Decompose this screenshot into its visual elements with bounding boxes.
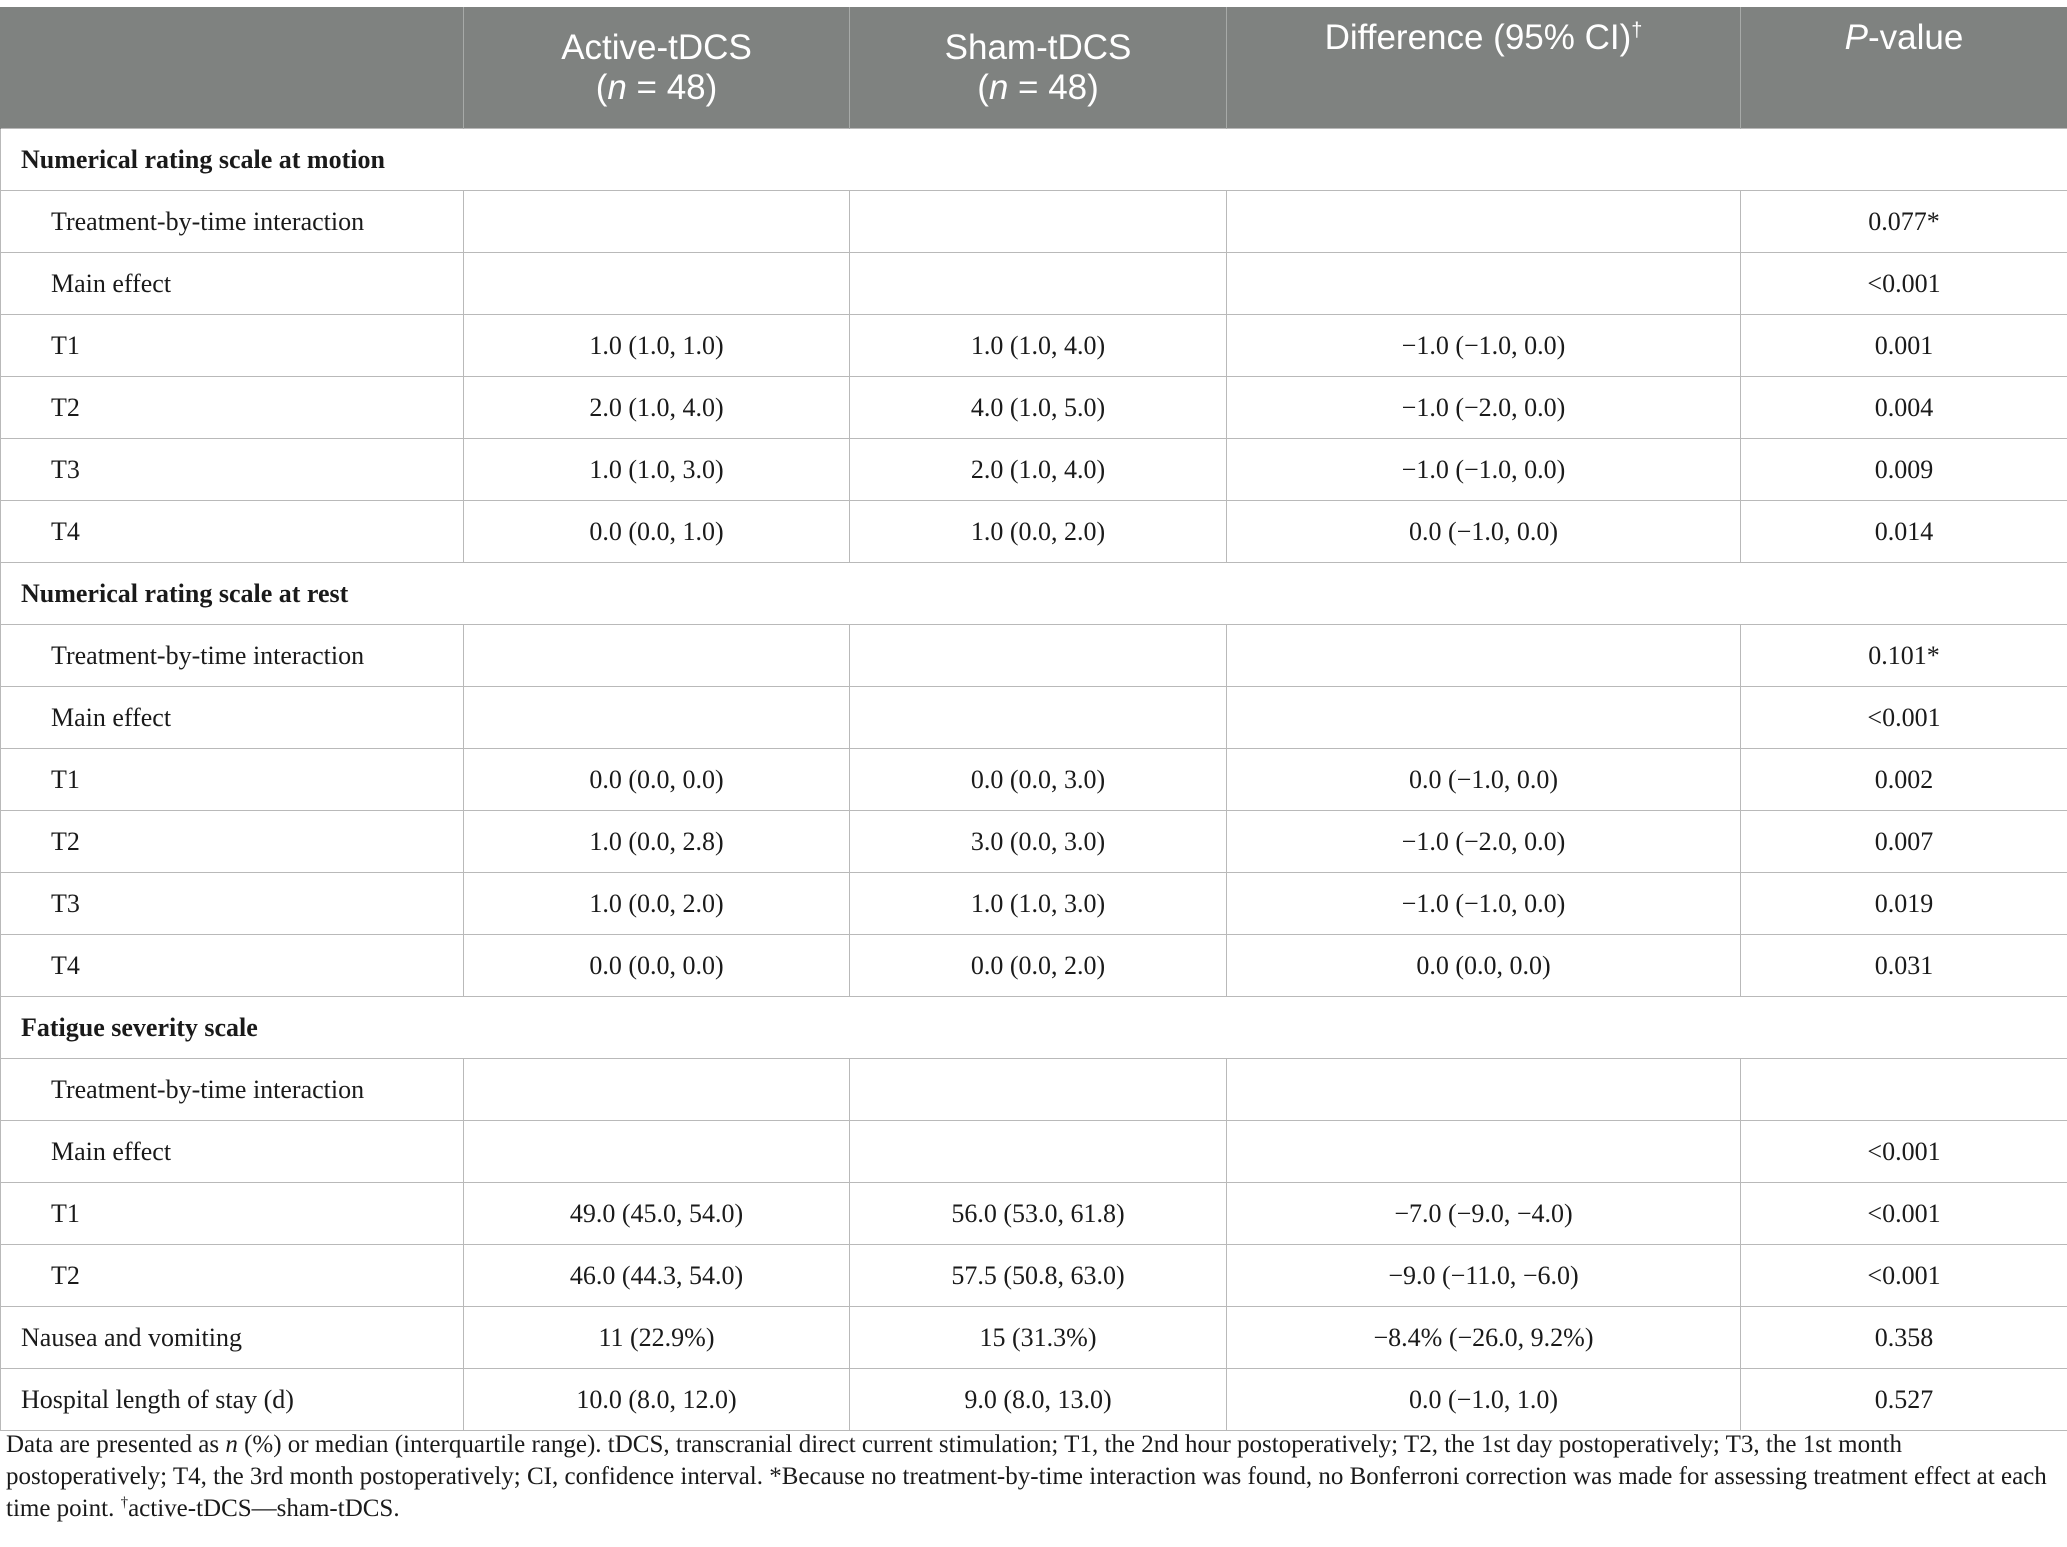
row-label: T4	[1, 935, 464, 997]
row-label: T3	[1, 873, 464, 935]
table-footnote: Data are presented as n (%) or median (interquartile range). tDCS, transcranial direct current stimulation; T1, the 2nd hour postoperatively; T2, the 1st day postoperatively; T3, the 1st month postoperatively; T4, the 3rd month postoperatively; CI, confidence interval. *Because no treatment-by-time interaction was found, no Bonferroni correction was made for assessing treatment effect at each time point. †active-tDCS—sham-tDCS.	[6, 1431, 2047, 1522]
cell-p: <0.001	[1741, 1121, 2067, 1183]
cell-p: <0.001	[1741, 1183, 2067, 1245]
cell-sham: 1.0 (0.0, 2.0)	[850, 501, 1227, 563]
header-row	[1, 8, 2067, 129]
cell-diff	[1227, 625, 1741, 687]
cell-active: 2.0 (1.0, 4.0)	[464, 377, 850, 439]
cell-active: 11 (22.9%)	[464, 1307, 850, 1369]
cell-active: 1.0 (0.0, 2.0)	[464, 873, 850, 935]
cell-p: 0.009	[1741, 439, 2067, 501]
cell-diff: 0.0 (−1.0, 0.0)	[1227, 749, 1741, 811]
header-blank	[1, 8, 464, 129]
cell-sham: 15 (31.3%)	[850, 1307, 1227, 1369]
row-label: T1	[1, 749, 464, 811]
cell-active	[464, 253, 850, 315]
cell-p: 0.014	[1741, 501, 2067, 563]
cell-sham: 3.0 (0.0, 3.0)	[850, 811, 1227, 873]
table-row	[1, 687, 2067, 749]
cell-sham: 4.0 (1.0, 5.0)	[850, 377, 1227, 439]
cell-sham: 56.0 (53.0, 61.8)	[850, 1183, 1227, 1245]
table-row	[1, 811, 2067, 873]
table-row	[1, 1183, 2067, 1245]
cell-active	[464, 1121, 850, 1183]
cell-active: 0.0 (0.0, 0.0)	[464, 749, 850, 811]
row-label: T2	[1, 377, 464, 439]
header-difference: Difference (95% CI)†	[1227, 8, 1741, 129]
row-label: Main effect	[1, 1121, 464, 1183]
cell-diff: −1.0 (−1.0, 0.0)	[1227, 873, 1741, 935]
cell-diff: −1.0 (−2.0, 0.0)	[1227, 811, 1741, 873]
cell-sham	[850, 687, 1227, 749]
cell-p: <0.001	[1741, 253, 2067, 315]
header-active-tdcs	[464, 8, 850, 129]
cell-active: 1.0 (1.0, 1.0)	[464, 315, 850, 377]
header-sham-tdcs	[850, 8, 1227, 129]
table-row	[1, 1307, 2067, 1369]
section-row	[1, 997, 2067, 1059]
cell-p: 0.019	[1741, 873, 2067, 935]
row-label: T1	[1, 315, 464, 377]
table-row	[1, 625, 2067, 687]
row-label: Main effect	[1, 687, 464, 749]
cell-diff: −8.4% (−26.0, 9.2%)	[1227, 1307, 1741, 1369]
cell-active: 1.0 (1.0, 3.0)	[464, 439, 850, 501]
cell-sham: 9.0 (8.0, 13.0)	[850, 1369, 1227, 1431]
row-label: T4	[1, 501, 464, 563]
cell-diff: −1.0 (−1.0, 0.0)	[1227, 315, 1741, 377]
cell-active: 0.0 (0.0, 0.0)	[464, 935, 850, 997]
cell-diff: −9.0 (−11.0, −6.0)	[1227, 1245, 1741, 1307]
table-header	[1, 8, 2067, 129]
table-row	[1, 749, 2067, 811]
cell-diff	[1227, 1059, 1741, 1121]
section-title: Numerical rating scale at rest	[1, 563, 2067, 625]
cell-p: 0.002	[1741, 749, 2067, 811]
table-row	[1, 1369, 2067, 1431]
table-row	[1, 191, 2067, 253]
cell-active: 0.0 (0.0, 1.0)	[464, 501, 850, 563]
row-label: T2	[1, 811, 464, 873]
cell-diff: −1.0 (−2.0, 0.0)	[1227, 377, 1741, 439]
cell-sham	[850, 1059, 1227, 1121]
cell-p: 0.358	[1741, 1307, 2067, 1369]
cell-diff: −7.0 (−9.0, −4.0)	[1227, 1183, 1741, 1245]
row-label: Nausea and vomiting	[1, 1307, 464, 1369]
cell-p: 0.031	[1741, 935, 2067, 997]
table-row	[1, 501, 2067, 563]
cell-sham: 0.0 (0.0, 2.0)	[850, 935, 1227, 997]
cell-diff: 0.0 (−1.0, 1.0)	[1227, 1369, 1741, 1431]
cell-p	[1741, 1059, 2067, 1121]
cell-active: 1.0 (0.0, 2.8)	[464, 811, 850, 873]
row-label: Treatment-by-time interaction	[1, 191, 464, 253]
table-row	[1, 1059, 2067, 1121]
cell-active: 46.0 (44.3, 54.0)	[464, 1245, 850, 1307]
cell-p: 0.004	[1741, 377, 2067, 439]
table-row	[1, 377, 2067, 439]
cell-sham: 1.0 (1.0, 3.0)	[850, 873, 1227, 935]
cell-sham: 57.5 (50.8, 63.0)	[850, 1245, 1227, 1307]
cell-sham: 1.0 (1.0, 4.0)	[850, 315, 1227, 377]
cell-diff: 0.0 (−1.0, 0.0)	[1227, 501, 1741, 563]
cell-active: 10.0 (8.0, 12.0)	[464, 1369, 850, 1431]
cell-diff	[1227, 253, 1741, 315]
table-row	[1, 1121, 2067, 1183]
cell-diff	[1227, 191, 1741, 253]
table-row	[1, 935, 2067, 997]
cell-active	[464, 625, 850, 687]
section-title: Fatigue severity scale	[1, 997, 2067, 1059]
cell-diff: 0.0 (0.0, 0.0)	[1227, 935, 1741, 997]
cell-sham	[850, 1121, 1227, 1183]
row-label: T1	[1, 1183, 464, 1245]
cell-active: 49.0 (45.0, 54.0)	[464, 1183, 850, 1245]
cell-sham: 2.0 (1.0, 4.0)	[850, 439, 1227, 501]
results-table-container	[0, 7, 2067, 1431]
cell-active	[464, 1059, 850, 1121]
cell-p: 0.001	[1741, 315, 2067, 377]
table-row	[1, 873, 2067, 935]
cell-active	[464, 191, 850, 253]
cell-p: 0.101*	[1741, 625, 2067, 687]
cell-p: 0.007	[1741, 811, 2067, 873]
row-label: Treatment-by-time interaction	[1, 625, 464, 687]
table-row	[1, 439, 2067, 501]
section-row	[1, 563, 2067, 625]
table-row	[1, 253, 2067, 315]
header-active-title: Active-tDCS	[561, 28, 752, 67]
cell-sham	[850, 191, 1227, 253]
section-row	[1, 129, 2067, 191]
cell-sham	[850, 253, 1227, 315]
section-title: Numerical rating scale at motion	[1, 129, 2067, 191]
row-label: Main effect	[1, 253, 464, 315]
cell-p: <0.001	[1741, 687, 2067, 749]
header-sham-n: (n = 48)	[977, 68, 1099, 107]
cell-p: 0.077*	[1741, 191, 2067, 253]
cell-diff	[1227, 1121, 1741, 1183]
results-table	[0, 7, 2067, 1431]
table-row	[1, 1245, 2067, 1307]
cell-p: <0.001	[1741, 1245, 2067, 1307]
table-row	[1, 315, 2067, 377]
cell-active	[464, 687, 850, 749]
table-body	[1, 129, 2067, 1431]
header-p-value: P-value	[1741, 8, 2067, 129]
row-label: Treatment-by-time interaction	[1, 1059, 464, 1121]
row-label: Hospital length of stay (d)	[1, 1369, 464, 1431]
cell-diff	[1227, 687, 1741, 749]
cell-p: 0.527	[1741, 1369, 2067, 1431]
row-label: T3	[1, 439, 464, 501]
cell-diff: −1.0 (−1.0, 0.0)	[1227, 439, 1741, 501]
cell-sham	[850, 625, 1227, 687]
cell-sham: 0.0 (0.0, 3.0)	[850, 749, 1227, 811]
header-active-n: (n = 48)	[595, 68, 718, 107]
row-label: T2	[1, 1245, 464, 1307]
header-sham-title: Sham-tDCS	[944, 28, 1132, 67]
